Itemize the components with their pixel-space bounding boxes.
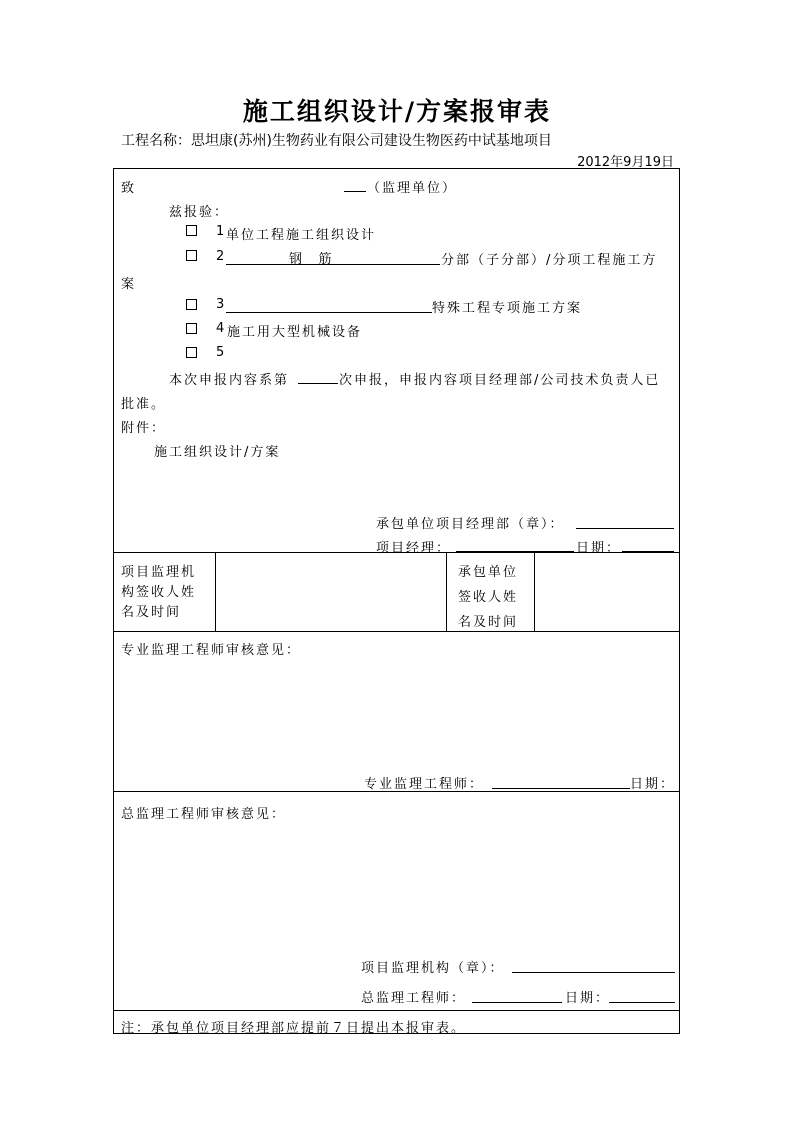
- receipt-right-line3: 名及时间: [458, 615, 519, 630]
- declaration-part2: 次申报，申报内容项目经理部/公司技术负责人已: [339, 373, 661, 388]
- checkbox-item1[interactable]: [186, 225, 197, 236]
- item2-fill: 钢 筋: [289, 252, 332, 267]
- review1-engineer-blank[interactable]: [492, 775, 630, 789]
- supervisor-unit-label: （监理单位）: [367, 181, 458, 196]
- review2-chief-label: 总监理工程师：: [361, 991, 467, 1006]
- item2-continuation: 案: [121, 277, 135, 292]
- divider-review2: [114, 1010, 679, 1011]
- review2-title: 总监理工程师审核意见：: [121, 807, 287, 822]
- review2-org-blank[interactable]: [512, 959, 675, 973]
- contractor-seal-label: 承包单位项目经理部（章）：: [376, 517, 565, 532]
- divider-receipt: [114, 631, 679, 632]
- review1-date-label: 日期：: [630, 777, 676, 792]
- item1-num: 1: [216, 224, 225, 239]
- item2-blank[interactable]: [226, 250, 440, 265]
- submit-label: 兹报验：: [169, 205, 230, 220]
- to-label: 致: [121, 181, 135, 196]
- item3-num: 3: [216, 297, 225, 312]
- form-table: [113, 168, 680, 1034]
- footnote: 注：承包单位项目经理部应提前７日提出本报审表。: [121, 1021, 467, 1036]
- section1-date-blank[interactable]: [622, 538, 674, 552]
- review1-title: 专业监理工程师审核意见：: [121, 643, 302, 658]
- receipt-right-line2: 签收人姓: [458, 590, 519, 605]
- checkbox-item2[interactable]: [186, 250, 197, 261]
- item2-text: 分部（子分部）/分项工程施工方: [441, 253, 658, 268]
- attachment-text: 施工组织设计/方案: [154, 445, 281, 460]
- review1-engineer-label: 专业监理工程师：: [364, 777, 485, 792]
- attachment-label: 附件：: [121, 421, 167, 436]
- project-name: 工程名称：思坦康(苏州)生物药业有限公司建设生物医药中试基地项目: [121, 133, 552, 149]
- item3-blank[interactable]: [226, 298, 432, 313]
- project-manager-label: 项目经理：: [376, 541, 452, 556]
- contractor-seal-blank[interactable]: [576, 515, 674, 529]
- checkbox-item5[interactable]: [186, 347, 197, 358]
- submission-count-blank[interactable]: [298, 369, 338, 384]
- page-title: 施工组织设计/方案报审表: [242, 97, 552, 126]
- section1-date-label: 日期：: [576, 541, 622, 556]
- checkbox-item3[interactable]: [186, 299, 197, 310]
- contractor-receipt-field[interactable]: [535, 553, 675, 630]
- item4-text: 施工用大型机械设备: [227, 325, 363, 340]
- receipt-left-line1: 项目监理机: [121, 565, 197, 580]
- review2-opinion-area[interactable]: [119, 823, 674, 948]
- review2-org-label: 项目监理机构（章）：: [361, 961, 505, 976]
- checkbox-item4[interactable]: [186, 323, 197, 334]
- declaration-part3: 批准。: [121, 397, 167, 412]
- item3-text: 特殊工程专项施工方案: [432, 301, 583, 316]
- review2-date-label: 日期：: [565, 991, 611, 1006]
- receipt-right-line1: 承包单位: [458, 565, 519, 580]
- supervisor-receipt-field[interactable]: [216, 553, 445, 630]
- item1-text: 单位工程施工组织设计: [226, 228, 377, 243]
- item5-num: 5: [216, 345, 225, 360]
- receipt-left-line2: 构签收人姓: [121, 585, 197, 600]
- review1-opinion-area[interactable]: [119, 659, 674, 764]
- submission-date: 2012年9月19日: [577, 155, 674, 170]
- declaration-part1: 本次申报内容系第: [169, 373, 290, 388]
- project-manager-blank[interactable]: [456, 538, 574, 552]
- review2-date-blank[interactable]: [609, 989, 675, 1003]
- item2-num: 2: [216, 249, 225, 264]
- item4-num: 4: [216, 321, 225, 336]
- supervisor-unit-blank[interactable]: [344, 179, 366, 192]
- receipt-left-line3: 名及时间: [121, 605, 182, 620]
- review2-chief-blank[interactable]: [472, 989, 562, 1003]
- receipt-col2-divider: [446, 552, 447, 631]
